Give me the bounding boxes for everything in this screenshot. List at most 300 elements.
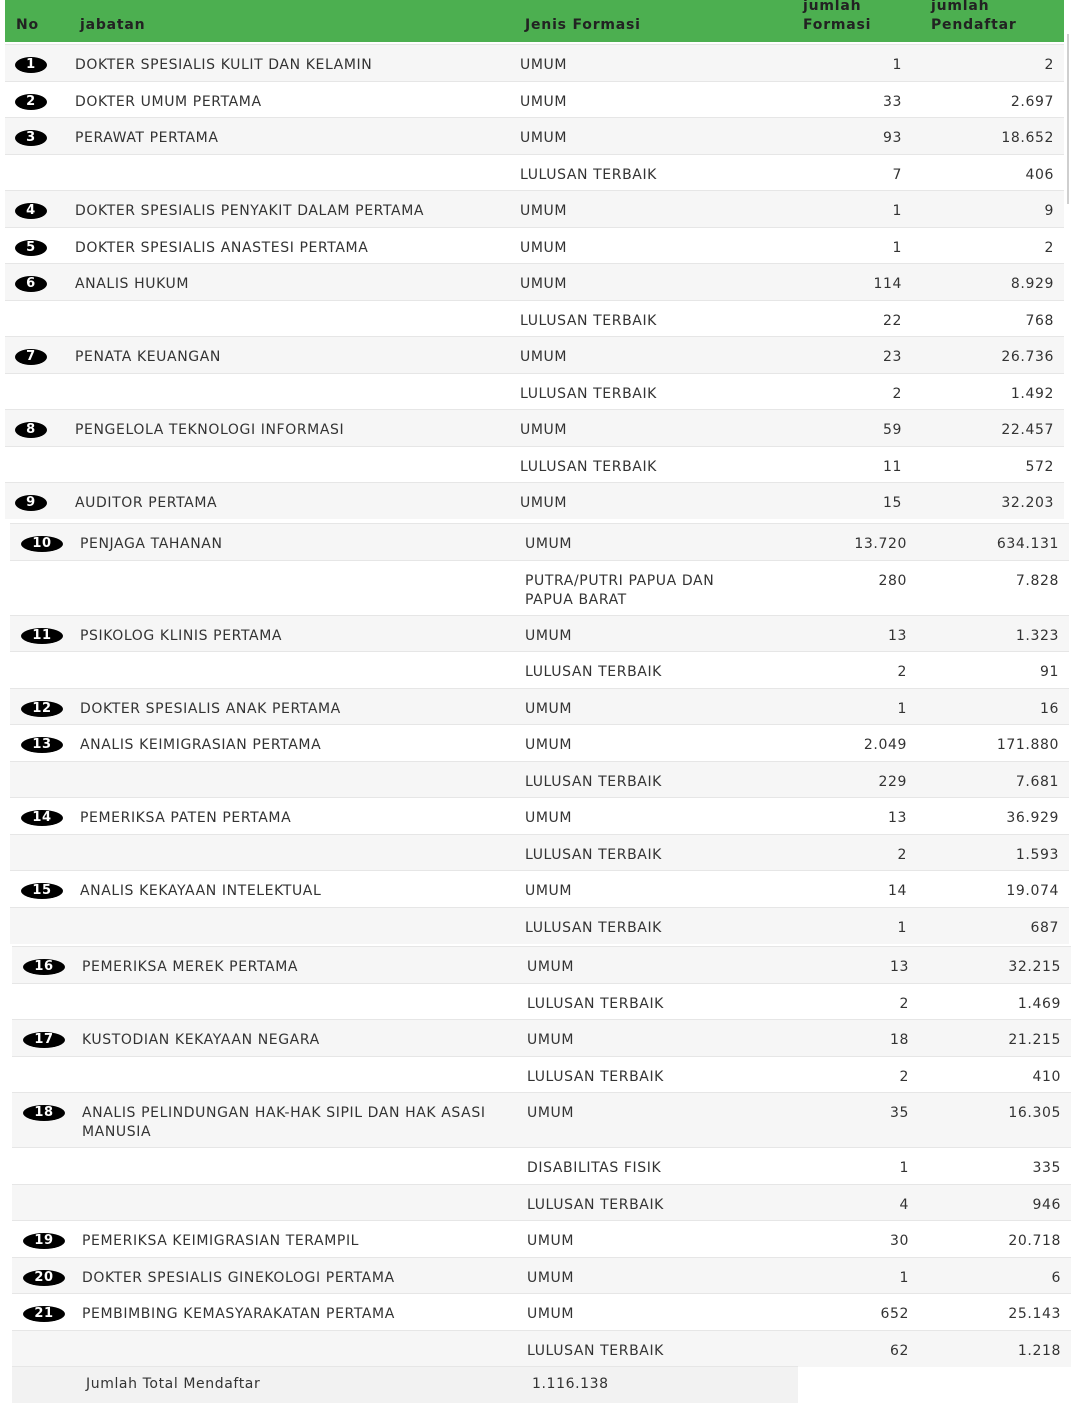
jumlah-formasi-cell-text: 1 [899,1160,909,1176]
table-row [10,688,1069,725]
jumlah-formasi-cell [788,191,912,228]
jenis-formasi-cell [527,983,795,1020]
jumlah-pendaftar-cell-text: 6 [1051,1269,1061,1286]
table-row [10,725,1069,762]
row-number-badge: 10 [21,536,63,552]
jenis-formasi-cell [520,118,788,155]
row-number-cell [5,154,75,191]
jenis-formasi-cell [520,264,788,301]
table-row [10,560,1069,615]
row-number-cell [5,45,75,82]
jumlah-pendaftar-cell-text: 335 [1032,1160,1061,1176]
col-header-pendaftar-line2: Pendaftar [931,17,1017,33]
table-row [5,300,1064,337]
jumlah-pendaftar-cell [917,907,1069,944]
jabatan-cell-text: AUDITOR PERTAMA [75,495,218,511]
jumlah-formasi-cell [793,524,917,561]
jumlah-formasi-cell [788,227,912,264]
jumlah-pendaftar-cell-text: 9 [1044,203,1054,219]
jabatan-cell [75,373,520,410]
table-row [10,907,1069,944]
row-number-cell [10,560,80,615]
row-number-cell [10,907,80,944]
jumlah-formasi-cell-text: 1 [892,203,902,219]
jabatan-cell [75,483,520,520]
jabatan-cell-text [80,561,525,572]
jumlah-pendaftar-cell [912,446,1064,483]
jenis-formasi-cell [525,871,793,908]
row-number-badge: 6 [15,276,47,292]
col-header-jenis-formasi: Jenis Formasi [525,17,641,33]
jumlah-pendaftar-cell-text: 19.074 [1006,883,1059,899]
table-row [10,798,1069,835]
jabatan-cell [80,725,525,762]
jenis-formasi-cell-text: LULUSAN TERBAIK [520,166,657,183]
table-row [12,1257,1071,1294]
row-number-cell [5,446,75,483]
jumlah-pendaftar-cell [919,1056,1071,1093]
table-row [5,154,1064,191]
jabatan-cell-text: ANALIS KEKAYAAN INTELEKTUAL [80,883,322,899]
jumlah-formasi-cell-text: 1 [897,919,907,936]
jumlah-pendaftar-cell [919,1184,1071,1221]
jabatan-cell [82,1020,527,1057]
jumlah-pendaftar-cell [917,798,1069,835]
table-row [12,947,1071,984]
jabatan-cell-text [75,155,520,166]
jumlah-pendaftar-cell-text: 16.305 [1008,1105,1061,1121]
jenis-formasi-cell-text: LULUSAN TERBAIK [525,773,662,790]
jenis-formasi-cell-text: UMUM [520,203,568,219]
jumlah-formasi-cell-text: 2 [897,664,907,680]
jumlah-formasi-cell [795,1221,919,1258]
jabatan-cell [82,947,527,984]
table-row [12,1093,1071,1148]
row-number-cell [10,524,80,561]
table-row [5,118,1064,155]
jumlah-formasi-cell [788,446,912,483]
row-number-cell [12,1093,82,1148]
jabatan-cell [82,983,527,1020]
jenis-formasi-cell [520,300,788,337]
jumlah-formasi-cell [793,725,917,762]
col-header-pendaftar-line1: jumlah [931,0,990,14]
row-number-cell [12,1148,82,1185]
jumlah-formasi-cell-text: 13 [889,959,909,975]
jumlah-pendaftar-cell-text: 8.929 [1010,276,1054,292]
row-number-cell [10,652,80,689]
jumlah-pendaftar-cell [912,227,1064,264]
jumlah-formasi-cell [793,907,917,944]
jumlah-formasi-cell [793,871,917,908]
jumlah-pendaftar-cell [917,725,1069,762]
jabatan-cell-text [82,1185,527,1196]
jumlah-formasi-cell-text: 2 [899,1068,909,1085]
jenis-formasi-cell-text: LULUSAN TERBAIK [520,458,657,475]
table-row [10,652,1069,689]
jenis-formasi-cell-text: UMUM [520,93,568,110]
jumlah-formasi-cell-text: 18 [889,1032,909,1048]
jumlah-pendaftar-cell-text: 25.143 [1008,1306,1061,1322]
jumlah-pendaftar-cell [917,834,1069,871]
jabatan-cell [80,798,525,835]
table-row [5,191,1064,228]
jumlah-formasi-cell [793,615,917,652]
jenis-formasi-cell [527,1093,795,1148]
row-number-badge: 14 [21,810,63,826]
table-section-3 [12,946,1071,1367]
row-number-cell [10,615,80,652]
jenis-formasi-cell [525,652,793,689]
jumlah-pendaftar-cell [917,871,1069,908]
jumlah-formasi-cell-text: 1 [892,57,902,73]
jenis-formasi-cell-text: LULUSAN TERBAIK [520,312,657,329]
jabatan-cell [75,337,520,374]
jumlah-pendaftar-cell-text: 22.457 [1001,422,1054,438]
row-number-badge: 5 [15,240,47,256]
jumlah-pendaftar-cell-text: 21.215 [1008,1032,1061,1048]
jabatan-cell-text: DOKTER UMUM PERTAMA [75,93,262,110]
table-row [10,615,1069,652]
jumlah-pendaftar-cell-text: 572 [1025,458,1054,475]
jabatan-cell [80,761,525,798]
jumlah-formasi-cell-text: 2 [897,846,907,863]
jumlah-formasi-cell [795,1148,919,1185]
jumlah-pendaftar-cell-text: 406 [1025,166,1054,183]
jabatan-cell-text: ANALIS HUKUM [75,276,189,292]
row-number-cell [5,191,75,228]
jumlah-pendaftar-cell [917,761,1069,798]
jabatan-cell-text [80,908,525,919]
row-number-cell [12,1184,82,1221]
total-value: 1.116.138 [532,1376,609,1392]
jenis-formasi-cell [525,688,793,725]
table-row [10,871,1069,908]
jabatan-cell-text: PEMERIKSA PATEN PERTAMA [80,810,292,826]
jabatan-cell-text: KUSTODIAN KEKAYAAN NEGARA [82,1032,320,1048]
scroll-edge [1067,34,1069,204]
jumlah-formasi-cell [788,45,912,82]
jenis-formasi-cell-text: UMUM [520,349,568,365]
jabatan-cell [80,871,525,908]
jumlah-pendaftar-cell [919,1257,1071,1294]
table-row [12,1056,1071,1093]
col-header-no: No [16,17,39,33]
jenis-formasi-cell-text: UMUM [525,700,573,717]
jumlah-formasi-cell [795,1294,919,1331]
table-row [12,1221,1071,1258]
row-number-cell [5,483,75,520]
jumlah-pendaftar-cell [917,688,1069,725]
jabatan-cell [82,1093,527,1148]
jenis-formasi-cell-text: UMUM [527,1032,575,1048]
jumlah-formasi-cell [788,410,912,447]
jumlah-formasi-cell [795,1020,919,1057]
jumlah-formasi-cell [793,688,917,725]
row-number-badge: 2 [15,94,47,110]
jenis-formasi-cell-text: LULUSAN TERBAIK [527,1342,664,1359]
jabatan-cell [82,1294,527,1331]
jumlah-formasi-cell [788,118,912,155]
jabatan-cell [75,300,520,337]
jumlah-formasi-cell [788,81,912,118]
jabatan-cell-text: PEMERIKSA KEIMIGRASIAN TERAMPIL [82,1233,360,1249]
jumlah-pendaftar-cell [912,410,1064,447]
jumlah-formasi-cell [795,1093,919,1148]
table-row [5,227,1064,264]
jenis-formasi-cell [527,1221,795,1258]
jenis-formasi-cell-text: LULUSAN TERBAIK [527,1196,664,1213]
row-number-cell [10,725,80,762]
jenis-formasi-cell-text: UMUM [527,1105,575,1121]
row-number-badge: 9 [15,495,47,511]
row-number-cell [5,118,75,155]
jenis-formasi-cell-text: LULUSAN TERBAIK [527,1068,664,1085]
jenis-formasi-cell-text: UMUM [527,959,575,975]
jumlah-pendaftar-cell-text: 410 [1032,1068,1061,1085]
row-number-cell [12,1294,82,1331]
row-number-cell [10,761,80,798]
jabatan-cell-text: PEMBIMBING KEMASYARAKATAN PERTAMA [82,1306,395,1322]
row-number-cell [12,1330,82,1367]
row-number-cell [10,871,80,908]
jumlah-formasi-cell-text: 11 [882,458,902,475]
jumlah-pendaftar-cell [912,483,1064,520]
table-row [12,983,1071,1020]
jabatan-cell [82,1257,527,1294]
jabatan-cell [75,227,520,264]
table-row [5,337,1064,374]
jenis-formasi-cell [520,446,788,483]
jumlah-pendaftar-cell [912,264,1064,301]
jenis-formasi-cell [525,907,793,944]
table-row [12,1184,1071,1221]
jenis-formasi-cell-text: UMUM [520,239,568,256]
jumlah-formasi-cell-text: 62 [889,1342,909,1359]
jumlah-pendaftar-cell-text: 7.681 [1015,773,1059,790]
jumlah-formasi-cell-text: 1 [892,239,902,256]
jumlah-pendaftar-cell-text: 36.929 [1006,810,1059,826]
jabatan-cell [80,688,525,725]
table-row [5,81,1064,118]
jenis-formasi-cell [525,798,793,835]
row-number-badge: 3 [15,130,47,146]
jenis-formasi-cell [525,834,793,871]
jumlah-pendaftar-cell-text: 32.215 [1008,959,1061,975]
jabatan-cell-text: PEMERIKSA MEREK PERTAMA [82,959,299,975]
jumlah-pendaftar-cell [919,1148,1071,1185]
jumlah-formasi-cell-text: 14 [887,883,907,899]
jenis-formasi-cell [527,1330,795,1367]
jabatan-cell [75,264,520,301]
jumlah-formasi-cell [795,983,919,1020]
jumlah-pendaftar-cell [917,560,1069,615]
jenis-formasi-cell-text: UMUM [527,1269,575,1286]
jumlah-pendaftar-cell-text: 1.218 [1017,1342,1061,1359]
jenis-formasi-cell-text: UMUM [520,495,568,511]
jabatan-cell-text [82,1148,527,1159]
jabatan-cell [82,1148,527,1185]
jenis-formasi-cell-text: UMUM [525,737,573,753]
jabatan-cell-text: ANALIS PELINDUNGAN HAK-HAK SIPIL DAN HAK ASASI MANUSIA [82,1105,486,1140]
jumlah-formasi-cell-text: 22 [882,312,902,329]
jenis-formasi-cell [527,1294,795,1331]
jenis-formasi-cell-text: UMUM [520,130,568,146]
jabatan-cell-text: DOKTER SPESIALIS GINEKOLOGI PERTAMA [82,1269,395,1286]
row-number-badge: 8 [15,422,47,438]
row-number-badge: 21 [23,1306,65,1322]
total-label: Jumlah Total Mendaftar [86,1376,261,1392]
jumlah-formasi-cell [788,264,912,301]
jabatan-cell-text [80,652,525,663]
jumlah-formasi-cell [795,1257,919,1294]
row-number-badge: 20 [23,1270,65,1286]
col-header-formasi-line1: jumlah [803,0,862,14]
jumlah-formasi-cell-text: 59 [882,422,902,438]
table-row [12,1294,1071,1331]
jenis-formasi-cell-text: LULUSAN TERBAIK [527,995,664,1012]
jumlah-pendaftar-cell [912,191,1064,228]
row-number-cell [10,834,80,871]
jabatan-cell [80,615,525,652]
row-number-cell [12,1221,82,1258]
jumlah-pendaftar-cell [919,1294,1071,1331]
jumlah-pendaftar-cell [917,524,1069,561]
jabatan-cell-text [75,374,520,385]
jumlah-pendaftar-cell-text: 1.492 [1010,385,1054,402]
jenis-formasi-cell-text: UMUM [520,422,568,438]
jabatan-cell-text: DOKTER SPESIALIS ANASTESI PERTAMA [75,239,369,256]
row-number-cell [5,373,75,410]
row-number-badge: 19 [23,1233,65,1249]
jumlah-formasi-cell [793,560,917,615]
jenis-formasi-cell [527,1148,795,1185]
jabatan-cell [75,446,520,483]
jabatan-cell-text [80,835,525,846]
jumlah-formasi-cell-text: 93 [882,130,902,146]
jenis-formasi-cell-text: UMUM [520,276,568,292]
jenis-formasi-cell [520,45,788,82]
jabatan-cell-text: PENATA KEUANGAN [75,349,221,365]
jenis-formasi-cell-text: UMUM [525,883,573,899]
row-number-cell [12,1257,82,1294]
jabatan-cell-text [75,447,520,458]
jumlah-pendaftar-cell-text: 2.697 [1010,93,1054,110]
jumlah-pendaftar-cell-text: 171.880 [996,737,1059,753]
jenis-formasi-cell [525,524,793,561]
jumlah-formasi-cell-text: 1 [897,700,907,717]
jumlah-formasi-cell [795,1184,919,1221]
row-number-badge: 17 [23,1032,65,1048]
jenis-formasi-cell-text: UMUM [520,57,568,73]
jenis-formasi-cell [525,725,793,762]
jumlah-formasi-cell-text: 4 [899,1196,909,1213]
jenis-formasi-cell [520,337,788,374]
jumlah-pendaftar-cell [917,652,1069,689]
col-header-jabatan: jabatan [80,17,146,33]
jabatan-cell-text: ANALIS KEIMIGRASIAN PERTAMA [80,737,322,753]
jabatan-cell-text: PENJAGA TAHANAN [80,536,223,552]
jumlah-pendaftar-cell-text: 946 [1032,1196,1061,1213]
jenis-formasi-cell [527,1184,795,1221]
jabatan-cell [75,81,520,118]
jumlah-formasi-cell-text: 2.049 [863,737,907,753]
table-row [10,834,1069,871]
jumlah-formasi-cell-text: 13 [887,810,907,826]
jumlah-pendaftar-cell [919,1093,1071,1148]
jumlah-formasi-cell [788,337,912,374]
jumlah-pendaftar-cell [912,81,1064,118]
jumlah-pendaftar-cell [919,947,1071,984]
jumlah-formasi-cell-text: 1 [899,1269,909,1286]
jenis-formasi-cell [520,483,788,520]
jabatan-cell-text [82,984,527,995]
table-row [12,1148,1071,1185]
jabatan-cell [75,191,520,228]
jabatan-cell [80,560,525,615]
jumlah-formasi-cell-text: 114 [873,276,902,292]
jumlah-formasi-cell [795,1056,919,1093]
table-header [5,0,1064,42]
table-row [5,264,1064,301]
jabatan-cell [82,1221,527,1258]
jabatan-cell-text: PERAWAT PERTAMA [75,130,219,146]
jabatan-cell-text: DOKTER SPESIALIS ANAK PERTAMA [80,700,341,717]
jumlah-formasi-cell [793,798,917,835]
jabatan-cell [82,1056,527,1093]
jumlah-pendaftar-cell-text: 1.593 [1015,846,1059,863]
jumlah-pendaftar-cell-text: 91 [1039,664,1059,680]
jenis-formasi-cell-text: LULUSAN TERBAIK [520,385,657,402]
row-number-badge: 13 [21,737,63,753]
jumlah-formasi-cell-text: 35 [889,1105,909,1121]
jenis-formasi-cell-text: PUTRA/PUTRI PAPUA DAN PAPUA BARAT [525,572,715,608]
jumlah-formasi-cell-text: 30 [889,1233,909,1249]
jumlah-formasi-cell-text: 23 [882,349,902,365]
jabatan-cell-text: PSIKOLOG KLINIS PERTAMA [80,627,283,644]
jumlah-formasi-cell [793,652,917,689]
jenis-formasi-cell [520,227,788,264]
jumlah-pendaftar-cell-text: 2 [1044,57,1054,73]
row-number-badge: 16 [23,959,65,975]
table-row [12,1330,1071,1367]
total-row [12,1366,798,1403]
jumlah-pendaftar-cell-text: 2 [1044,239,1054,256]
jabatan-cell-text: PENGELOLA TEKNOLOGI INFORMASI [75,422,345,438]
row-number-badge: 7 [15,349,47,365]
row-number-cell [12,983,82,1020]
jumlah-pendaftar-cell [919,983,1071,1020]
jumlah-formasi-cell-text: 13.720 [854,536,907,552]
row-number-cell [10,798,80,835]
jumlah-formasi-cell-text: 7 [892,166,902,183]
table-row [5,45,1064,82]
jumlah-pendaftar-cell-text: 768 [1025,312,1054,329]
jumlah-pendaftar-cell [912,373,1064,410]
table-row [10,524,1069,561]
jumlah-pendaftar-cell [912,118,1064,155]
jumlah-pendaftar-cell-text: 1.469 [1017,995,1061,1012]
table-section-1 [5,44,1064,519]
jumlah-pendaftar-cell-text: 7.828 [1015,572,1059,589]
jenis-formasi-cell [527,947,795,984]
jumlah-pendaftar-cell-text: 1.323 [1015,627,1059,644]
jumlah-formasi-cell [793,834,917,871]
jumlah-pendaftar-cell-text: 26.736 [1001,349,1054,365]
jumlah-formasi-cell-text: 15 [882,495,902,511]
row-number-badge: 4 [15,203,47,219]
jumlah-formasi-cell-text: 2 [899,995,909,1012]
